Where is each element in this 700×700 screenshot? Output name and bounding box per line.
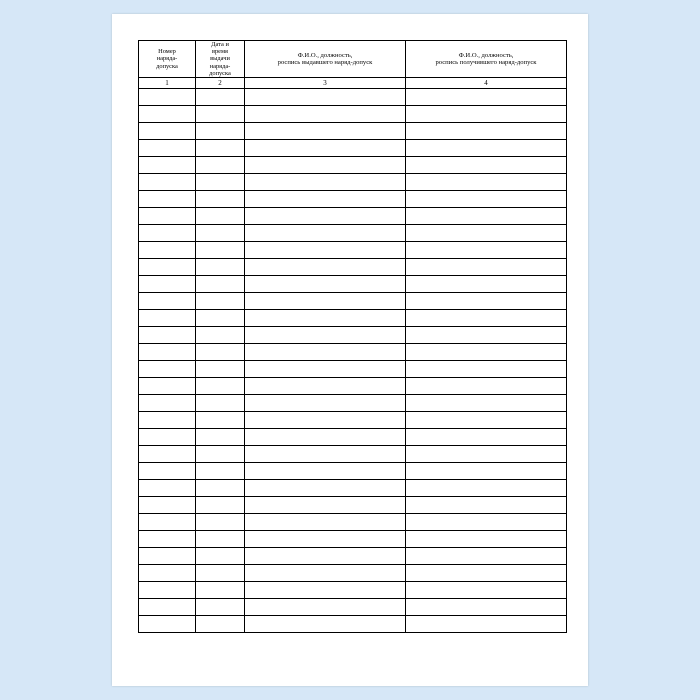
table-cell[interactable]	[196, 190, 245, 207]
table-cell[interactable]	[245, 105, 406, 122]
table-cell[interactable]	[196, 156, 245, 173]
table-cell[interactable]	[196, 258, 245, 275]
journal-table	[138, 40, 567, 633]
table-cell[interactable]	[245, 139, 406, 156]
table-cell[interactable]	[196, 513, 245, 530]
table-cell[interactable]	[406, 343, 567, 360]
table-cell[interactable]	[139, 581, 196, 598]
header-line: допуска	[209, 69, 231, 77]
table-row[interactable]	[139, 275, 567, 292]
table-cell[interactable]	[139, 173, 196, 190]
table-row[interactable]	[139, 224, 567, 241]
table-cell[interactable]	[406, 292, 567, 309]
table-cell[interactable]	[139, 564, 196, 581]
table-cell[interactable]	[196, 105, 245, 122]
table-cell[interactable]	[196, 139, 245, 156]
table-row[interactable]	[139, 598, 567, 615]
table-cell[interactable]	[245, 224, 406, 241]
table-cell[interactable]	[245, 309, 406, 326]
table-row[interactable]	[139, 122, 567, 139]
table-cell[interactable]	[406, 360, 567, 377]
header-line: Ф.И.О., должность,	[458, 51, 514, 59]
table-row[interactable]	[139, 564, 567, 581]
table-cell[interactable]	[406, 428, 567, 445]
table-cell[interactable]	[196, 496, 245, 513]
table-cell[interactable]	[406, 394, 567, 411]
header-line: Дата и	[211, 41, 229, 48]
table-row[interactable]	[139, 326, 567, 343]
table-cell[interactable]	[139, 513, 196, 530]
table-cell[interactable]	[196, 581, 245, 598]
table-row[interactable]	[139, 513, 567, 530]
table-cell[interactable]	[406, 139, 567, 156]
table-row[interactable]	[139, 581, 567, 598]
table-cell[interactable]	[245, 326, 406, 343]
table-header	[139, 41, 567, 89]
table-cell[interactable]	[139, 394, 196, 411]
table-row[interactable]	[139, 479, 567, 496]
table-cell[interactable]	[139, 292, 196, 309]
table-cell[interactable]	[196, 224, 245, 241]
table-row[interactable]	[139, 462, 567, 479]
table-row[interactable]	[139, 88, 567, 105]
table-cell[interactable]	[139, 275, 196, 292]
table-cell[interactable]	[245, 275, 406, 292]
table-cell[interactable]	[406, 513, 567, 530]
table-cell[interactable]	[139, 360, 196, 377]
table-row[interactable]	[139, 445, 567, 462]
table-cell[interactable]	[196, 394, 245, 411]
table-cell[interactable]	[196, 564, 245, 581]
table-cell[interactable]	[196, 275, 245, 292]
table-cell[interactable]	[245, 615, 406, 632]
table-cell[interactable]	[245, 241, 406, 258]
table-cell[interactable]	[245, 462, 406, 479]
table-cell[interactable]	[245, 343, 406, 360]
table-cell[interactable]	[196, 292, 245, 309]
table-row[interactable]	[139, 496, 567, 513]
table-cell[interactable]	[196, 173, 245, 190]
table-cell[interactable]	[139, 139, 196, 156]
table-row[interactable]	[139, 173, 567, 190]
table-cell[interactable]	[406, 547, 567, 564]
table-cell[interactable]	[196, 360, 245, 377]
table-cell[interactable]	[139, 530, 196, 547]
table-cell[interactable]	[245, 88, 406, 105]
table-cell[interactable]	[245, 496, 406, 513]
header-line: наряда-	[156, 55, 178, 63]
table-cell[interactable]	[406, 105, 567, 122]
table-header-row	[139, 41, 567, 78]
table-cell[interactable]	[406, 564, 567, 581]
table-row[interactable]	[139, 241, 567, 258]
table-cell[interactable]	[196, 207, 245, 224]
table-row[interactable]	[139, 411, 567, 428]
column-header-order-number	[139, 41, 196, 78]
column-number-row	[139, 77, 567, 88]
table-cell[interactable]	[406, 241, 567, 258]
table-cell[interactable]	[245, 530, 406, 547]
table-row[interactable]	[139, 207, 567, 224]
table-row[interactable]	[139, 530, 567, 547]
column-number-1: 1	[139, 77, 196, 88]
table-cell[interactable]	[406, 122, 567, 139]
table-row[interactable]	[139, 615, 567, 632]
table-cell[interactable]	[406, 156, 567, 173]
table-cell[interactable]	[196, 445, 245, 462]
column-number-4: 4	[406, 77, 567, 88]
table-cell[interactable]	[406, 173, 567, 190]
table-cell[interactable]	[406, 598, 567, 615]
table-cell[interactable]	[139, 224, 196, 241]
table-cell[interactable]	[406, 615, 567, 632]
table-cell[interactable]	[139, 462, 196, 479]
table-row[interactable]	[139, 428, 567, 445]
header-line: роспись получившего наряд-допуск	[435, 58, 537, 66]
column-header-issuer	[245, 41, 406, 78]
header-line: допуска	[156, 62, 178, 70]
header-line: Номер	[158, 48, 176, 56]
table-cell[interactable]	[196, 462, 245, 479]
table-cell[interactable]	[245, 479, 406, 496]
table-cell[interactable]	[245, 173, 406, 190]
header-line: выдачи	[210, 55, 230, 63]
table-row[interactable]	[139, 292, 567, 309]
table-cell[interactable]	[245, 292, 406, 309]
table-cell[interactable]	[406, 88, 567, 105]
header-line: время	[211, 48, 229, 56]
table-row[interactable]	[139, 190, 567, 207]
table-cell[interactable]	[245, 122, 406, 139]
table-cell[interactable]	[139, 88, 196, 105]
journal-table-container	[138, 40, 562, 633]
table-cell[interactable]	[406, 224, 567, 241]
table-cell[interactable]	[139, 105, 196, 122]
table-row[interactable]	[139, 360, 567, 377]
table-cell[interactable]	[196, 309, 245, 326]
table-row[interactable]	[139, 156, 567, 173]
table-body	[139, 88, 567, 632]
table-cell[interactable]	[139, 122, 196, 139]
table-cell[interactable]	[139, 479, 196, 496]
table-cell[interactable]	[245, 360, 406, 377]
table-cell[interactable]	[196, 122, 245, 139]
table-cell[interactable]	[196, 241, 245, 258]
table-cell[interactable]	[196, 547, 245, 564]
table-cell[interactable]	[196, 411, 245, 428]
table-cell[interactable]	[406, 207, 567, 224]
table-cell[interactable]	[196, 428, 245, 445]
table-cell[interactable]	[245, 411, 406, 428]
table-cell[interactable]	[245, 581, 406, 598]
table-cell[interactable]	[139, 428, 196, 445]
table-cell[interactable]	[196, 343, 245, 360]
table-cell[interactable]	[196, 88, 245, 105]
column-number-2: 2	[196, 77, 245, 88]
column-header-receiver	[406, 41, 567, 78]
table-cell[interactable]	[406, 326, 567, 343]
column-number-3: 3	[245, 77, 406, 88]
table-cell[interactable]	[245, 207, 406, 224]
table-row[interactable]	[139, 258, 567, 275]
table-row[interactable]	[139, 394, 567, 411]
table-cell[interactable]	[245, 428, 406, 445]
table-cell[interactable]	[406, 258, 567, 275]
table-cell[interactable]	[406, 190, 567, 207]
table-row[interactable]	[139, 377, 567, 394]
table-cell[interactable]	[139, 190, 196, 207]
table-cell[interactable]	[245, 377, 406, 394]
column-header-date-time	[196, 41, 245, 78]
table-cell[interactable]	[139, 241, 196, 258]
table-cell[interactable]	[196, 615, 245, 632]
table-row[interactable]	[139, 309, 567, 326]
table-cell[interactable]	[139, 207, 196, 224]
header-line: наряда-	[209, 62, 231, 70]
table-cell[interactable]	[245, 156, 406, 173]
table-cell[interactable]	[139, 547, 196, 564]
table-cell[interactable]	[196, 530, 245, 547]
table-cell[interactable]	[406, 411, 567, 428]
table-cell[interactable]	[406, 309, 567, 326]
table-cell[interactable]	[245, 513, 406, 530]
table-row[interactable]	[139, 139, 567, 156]
table-cell[interactable]	[196, 479, 245, 496]
table-cell[interactable]	[139, 343, 196, 360]
table-cell[interactable]	[245, 258, 406, 275]
document-page	[112, 14, 588, 686]
table-cell[interactable]	[406, 581, 567, 598]
table-cell[interactable]	[139, 377, 196, 394]
table-cell[interactable]	[139, 156, 196, 173]
table-cell[interactable]	[406, 275, 567, 292]
header-line: роспись выдавшего наряд-допуск	[277, 58, 373, 66]
table-cell[interactable]	[245, 598, 406, 615]
table-cell[interactable]	[406, 377, 567, 394]
table-cell[interactable]	[406, 462, 567, 479]
table-cell[interactable]	[406, 445, 567, 462]
table-row[interactable]	[139, 105, 567, 122]
table-cell[interactable]	[406, 530, 567, 547]
table-cell[interactable]	[139, 258, 196, 275]
table-cell[interactable]	[139, 598, 196, 615]
table-cell[interactable]	[196, 377, 245, 394]
table-cell[interactable]	[245, 564, 406, 581]
table-cell[interactable]	[196, 326, 245, 343]
header-line: Ф.И.О., должность,	[297, 51, 353, 59]
table-cell[interactable]	[245, 445, 406, 462]
table-cell[interactable]	[139, 496, 196, 513]
table-cell[interactable]	[245, 190, 406, 207]
table-cell[interactable]	[139, 615, 196, 632]
table-cell[interactable]	[139, 445, 196, 462]
table-cell[interactable]	[139, 411, 196, 428]
table-cell[interactable]	[245, 547, 406, 564]
table-cell[interactable]	[196, 598, 245, 615]
table-row[interactable]	[139, 547, 567, 564]
table-cell[interactable]	[139, 326, 196, 343]
table-cell[interactable]	[139, 309, 196, 326]
table-cell[interactable]	[406, 496, 567, 513]
table-row[interactable]	[139, 343, 567, 360]
table-cell[interactable]	[406, 479, 567, 496]
table-cell[interactable]	[245, 394, 406, 411]
